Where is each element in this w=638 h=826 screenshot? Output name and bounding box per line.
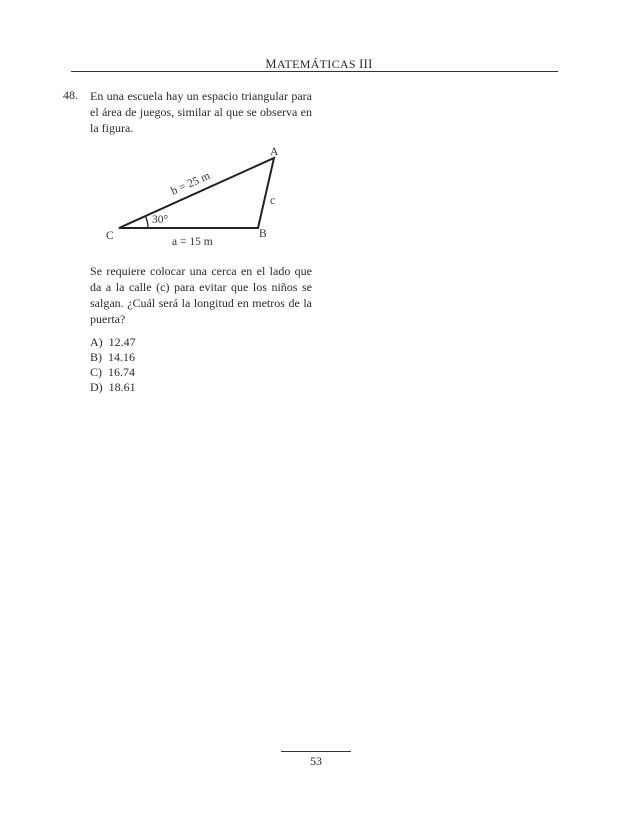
question-number: 48. xyxy=(63,88,78,102)
angle-label: 30° xyxy=(152,214,169,226)
option-d[interactable] xyxy=(90,380,136,395)
option-value: 18.61 xyxy=(108,380,136,394)
side-a-label: a = 15 m xyxy=(172,236,213,248)
option-value: 12.47 xyxy=(108,335,136,349)
option-value: 14.16 xyxy=(108,350,135,364)
angle-arc xyxy=(145,216,148,228)
page-number: 53 xyxy=(310,754,322,768)
option-label: D) xyxy=(90,380,103,394)
vertex-label-c: C xyxy=(106,230,114,242)
option-label: A) xyxy=(90,335,103,349)
header-title-cap: M xyxy=(265,57,277,71)
option-label: B) xyxy=(90,350,102,364)
vertex-label-a: A xyxy=(270,146,279,158)
triangle-figure xyxy=(90,138,290,248)
question-body: Se requiere colocar una cerca en el lado que da a la calle (c) para evitar que los niños se salgan. ¿Cuál será la longitud en metros de la puerta? xyxy=(90,264,312,326)
option-c[interactable] xyxy=(90,365,136,380)
page-header-title xyxy=(0,57,638,72)
side-b-label: b = 25 m xyxy=(169,169,212,198)
header-title-rest: ATEMÁTICAS xyxy=(276,57,356,71)
triangle-outline xyxy=(119,158,274,228)
side-c-label: c xyxy=(270,195,276,207)
option-b[interactable] xyxy=(90,350,136,365)
option-value: 16.74 xyxy=(108,365,135,379)
question-stem: En una escuela hay un espacio triangular para el área de juegos, similar al que se observa en la figura. xyxy=(90,89,312,135)
footer-rule xyxy=(281,751,351,752)
option-a[interactable] xyxy=(90,335,136,350)
vertex-label-b: B xyxy=(259,228,267,240)
option-label: C) xyxy=(90,365,102,379)
header-title-number: III xyxy=(359,57,373,71)
answer-options xyxy=(90,335,136,395)
header-rule xyxy=(71,71,558,72)
